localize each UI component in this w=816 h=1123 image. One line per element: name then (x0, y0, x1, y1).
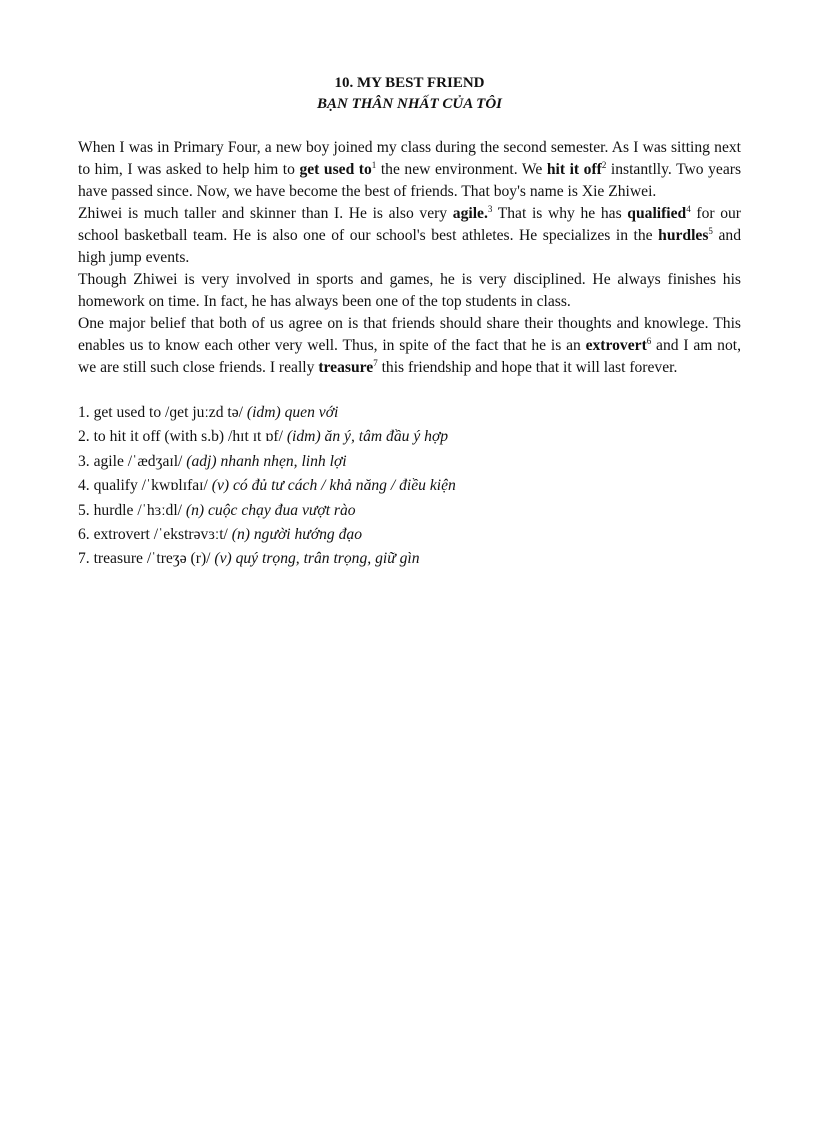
vocab-definition: (idm) ăn ý, tâm đầu ý hợp (286, 428, 449, 446)
paragraph-text: One major belief that both of us agree on is that friends should share their thoughts and knowlege. This enables us to know each other very well. Thus, in spite of the fact that he is an (78, 315, 741, 354)
vocab-item (78, 523, 741, 547)
vocab-term-agile: agile. (452, 205, 488, 222)
paragraph-2 (78, 203, 741, 269)
footnote-ref-1: 1 (371, 160, 377, 170)
vocab-item (78, 499, 741, 523)
vocab-term-hit-it-off: hit it off (546, 161, 602, 178)
vocab-term: 1. get used to /ɡet juːzd tə/ (78, 404, 247, 421)
page-subtitle: BẠN THÂN NHẤT CỦA TÔI (316, 96, 503, 112)
paragraph-text: Zhiwei is much taller and skinner than I. He is also very (78, 205, 453, 222)
paragraph-text: Though Zhiwei is very involved in sports and games, he is very disciplined. He always finishes his homework on time. In fact, he has always been one of the top students in class. (78, 271, 741, 310)
footnote-ref-2: 2 (601, 160, 607, 170)
vocab-definition: (n) cuộc chạy đua vượt rào (185, 501, 356, 519)
footnote-ref-3: 3 (487, 204, 493, 214)
footnote-ref-7: 7 (373, 358, 378, 368)
vocab-term: 4. qualify /ˈkwɒlɪfaɪ/ (78, 477, 212, 495)
paragraph-text: for our school basketball team. He is also one of our school's best athletes. He specializes in the (78, 205, 741, 244)
vocab-term-hurdles: hurdles (658, 227, 709, 244)
vocab-definition: (idm) quen với (246, 404, 339, 421)
vocab-definition: (v) có đủ tư cách / khả năng / điều kiện (211, 477, 456, 495)
vocab-item (78, 401, 741, 425)
vocab-item (78, 425, 741, 449)
vocab-term: 5. hurdle /ˈhɜːdl/ (78, 501, 186, 519)
vocab-definition: (v) quý trọng, trân trọng, giữ gìn (214, 550, 420, 568)
vocab-term: 2. to hit it off (with s.b) /hɪt ɪt ɒf/ (78, 428, 287, 446)
footnote-ref-5: 5 (708, 226, 713, 236)
paragraph-text: When I was in Primary Four, a new boy joined my class during the second semester. As I was sitting next to him, I was asked to help him to (78, 139, 741, 178)
paragraph-4 (78, 313, 741, 379)
title-block (78, 73, 741, 115)
vocab-item (78, 450, 741, 474)
footnote-ref-4: 4 (686, 204, 691, 214)
paragraph-1 (78, 137, 741, 203)
paragraph-text: and high jump events. (78, 227, 741, 266)
footnote-ref-6: 6 (646, 336, 652, 346)
vocab-term: 3. agile /ˈædʒaɪl/ (78, 452, 187, 470)
paragraph-text: the new environment. We (376, 161, 547, 178)
vocab-term-get-used-to: get used to (299, 161, 372, 178)
vocab-term: 6. extrovert /ˈekstrəvɜːt/ (78, 526, 232, 544)
paragraph-3 (78, 269, 741, 313)
vocab-term-extrovert: extrovert (585, 337, 647, 354)
document-page (78, 73, 741, 572)
vocabulary-list (78, 401, 741, 572)
vocab-definition: (n) người hướng đạo (231, 526, 363, 544)
vocab-item (78, 547, 741, 571)
paragraph-text: and I am not, we are still such close friends. I really (78, 337, 741, 376)
vocab-term-treasure: treasure (318, 359, 374, 376)
paragraph-text: this friendship and hope that it will last forever. (377, 359, 678, 376)
vocab-item (78, 474, 741, 498)
page-title: 10. MY BEST FRIEND (334, 75, 485, 91)
paragraph-text: instantlly. Two years have passed since. Now, we have become the best of friends. That boy's name is Xie Zhiwei. (78, 161, 742, 200)
vocab-definition: (adj) nhanh nhẹn, linh lợi (186, 452, 347, 470)
vocab-term-qualified: qualified (627, 205, 687, 222)
paragraph-text: That is why he has (492, 205, 628, 222)
vocab-term: 7. treasure /ˈtreʒə (r)/ (78, 550, 215, 568)
